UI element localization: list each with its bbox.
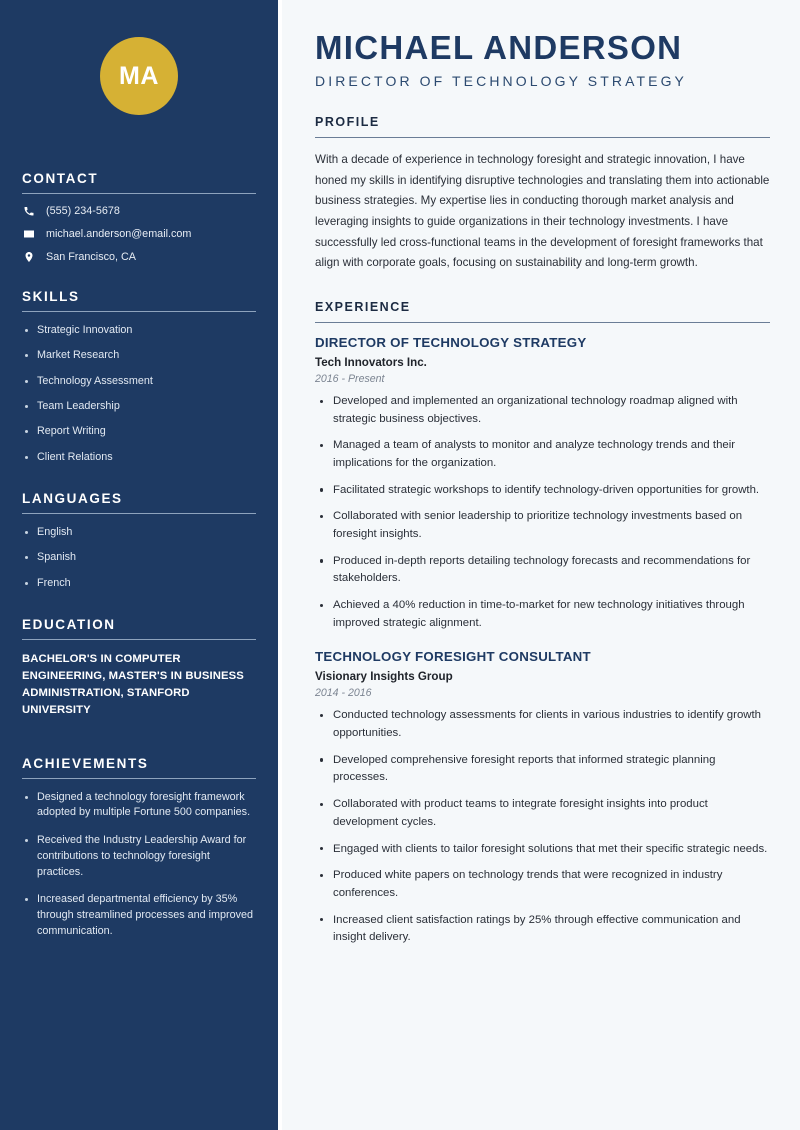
experience-job-title: TECHNOLOGY FORESIGHT CONSULTANT <box>315 649 591 665</box>
job-role-subtitle: DIRECTOR OF TECHNOLOGY STRATEGY <box>315 72 687 89</box>
list-item: Increased client satisfaction ratings by 25% through effective communication and insight delivery. <box>315 912 770 947</box>
sidebar <box>0 0 278 1130</box>
list-item: French <box>22 576 256 591</box>
avatar-container <box>22 0 256 125</box>
page-title: MICHAEL ANDERSON <box>315 29 683 66</box>
experience-company: Tech Innovators Inc. <box>315 356 427 370</box>
contact-location-text: San Francisco, CA <box>46 251 137 263</box>
list-item: Collaborated with product teams to integrate foresight insights into product development cycles. <box>315 796 770 831</box>
languages-heading: LANGUAGES <box>22 490 123 506</box>
list-item: Report Writing <box>22 424 256 439</box>
experience-entry <box>315 335 770 632</box>
contact-phone-text: (555) 234-5678 <box>46 205 120 217</box>
list-item: Achieved a 40% reduction in time-to-market for new technology initiatives through improved strategic alignment. <box>315 597 770 632</box>
experience-section <box>315 300 770 947</box>
list-item: Technology Assessment <box>22 374 256 389</box>
envelope-icon <box>22 228 36 240</box>
contact-section <box>22 171 256 263</box>
profile-heading: PROFILE <box>315 114 380 129</box>
list-item: Managed a team of analysts to monitor and analyze technology trends and their implications for the organization. <box>315 437 770 472</box>
achievements-section <box>22 756 256 940</box>
experience-dates: 2014 - 2016 <box>315 687 372 700</box>
contact-email-row[interactable] <box>22 228 256 240</box>
education-detail: BACHELOR'S IN COMPUTER ENGINEERING, MASTER'S IN BUSINESS ADMINISTRATION, STANFORD UNIVERSITY <box>22 652 244 717</box>
achievements-divider <box>22 778 256 779</box>
list-item: Designed a technology foresight framework adopted by multiple Fortune 500 companies. <box>22 790 256 822</box>
list-item: Increased departmental efficiency by 35% through streamlined processes and improved communication. <box>22 892 256 939</box>
profile-section <box>315 115 770 274</box>
education-divider <box>22 639 256 640</box>
experience-company: Visionary Insights Group <box>315 670 453 684</box>
education-section <box>22 617 256 720</box>
contact-location-row[interactable] <box>22 251 256 263</box>
experience-bullet-list <box>315 393 770 632</box>
contact-email-text: michael.anderson@email.com <box>46 228 192 240</box>
list-item: Engaged with clients to tailor foresight solutions that met their specific strategic needs. <box>315 841 770 859</box>
location-pin-icon <box>22 251 36 263</box>
list-item: Client Relations <box>22 450 256 465</box>
list-item: Conducted technology assessments for clients in various industries to identify growth opportunities. <box>315 707 770 742</box>
main-content <box>282 0 800 1130</box>
achievements-list <box>22 790 256 940</box>
languages-divider <box>22 513 256 514</box>
skills-divider <box>22 311 256 312</box>
experience-dates: 2016 - Present <box>315 373 385 386</box>
list-item: Received the Industry Leadership Award for contributions to technology foresight practices. <box>22 833 256 880</box>
achievements-heading: ACHIEVEMENTS <box>22 755 149 771</box>
skills-heading: SKILLS <box>22 289 80 304</box>
list-item: English <box>22 525 256 540</box>
profile-divider <box>315 137 770 138</box>
experience-heading: EXPERIENCE <box>315 299 411 314</box>
list-item: Facilitated strategic workshops to identify technology-driven opportunities for growth. <box>315 482 770 500</box>
list-item: Developed and implemented an organizational technology roadmap aligned with strategic business objectives. <box>315 393 770 428</box>
profile-text: With a decade of experience in technology foresight and strategic innovation, I have honed my skills in identifying disruptive technologies and translating them into actionable business strategies. My expertise lies in conducting thorough market analysis and leveraging insights to guide organizations in their technology investments. I have successfully led cross-functional teams in the development of foresight frameworks that align with corporate goals, focusing on sustainability and long-term growth. <box>315 153 770 270</box>
experience-bullet-list <box>315 707 770 946</box>
list-item: Market Research <box>22 348 256 363</box>
list-item: Produced in-depth reports detailing technology forecasts and recommendations for stakeholders. <box>315 553 770 588</box>
list-item: Spanish <box>22 550 256 565</box>
contact-phone-row[interactable] <box>22 205 256 217</box>
contact-divider <box>22 193 256 194</box>
education-heading: EDUCATION <box>22 616 116 632</box>
experience-job-title: DIRECTOR OF TECHNOLOGY STRATEGY <box>315 335 587 351</box>
skills-section <box>22 289 256 465</box>
contact-heading: CONTACT <box>22 171 99 186</box>
list-item: Produced white papers on technology trends that were recognized in industry conferences. <box>315 867 770 902</box>
list-item: Collaborated with senior leadership to prioritize technology investments based on foresight insights. <box>315 508 770 543</box>
experience-divider <box>315 322 770 323</box>
skills-list <box>22 323 256 465</box>
avatar: MA <box>100 37 178 115</box>
list-item: Team Leadership <box>22 399 256 414</box>
list-item: Developed comprehensive foresight reports that informed strategic planning processes. <box>315 752 770 787</box>
experience-entry <box>315 649 770 946</box>
languages-section <box>22 491 256 591</box>
phone-icon <box>22 205 36 217</box>
experience-jobs <box>315 335 770 947</box>
list-item: Strategic Innovation <box>22 323 256 338</box>
languages-list <box>22 525 256 591</box>
